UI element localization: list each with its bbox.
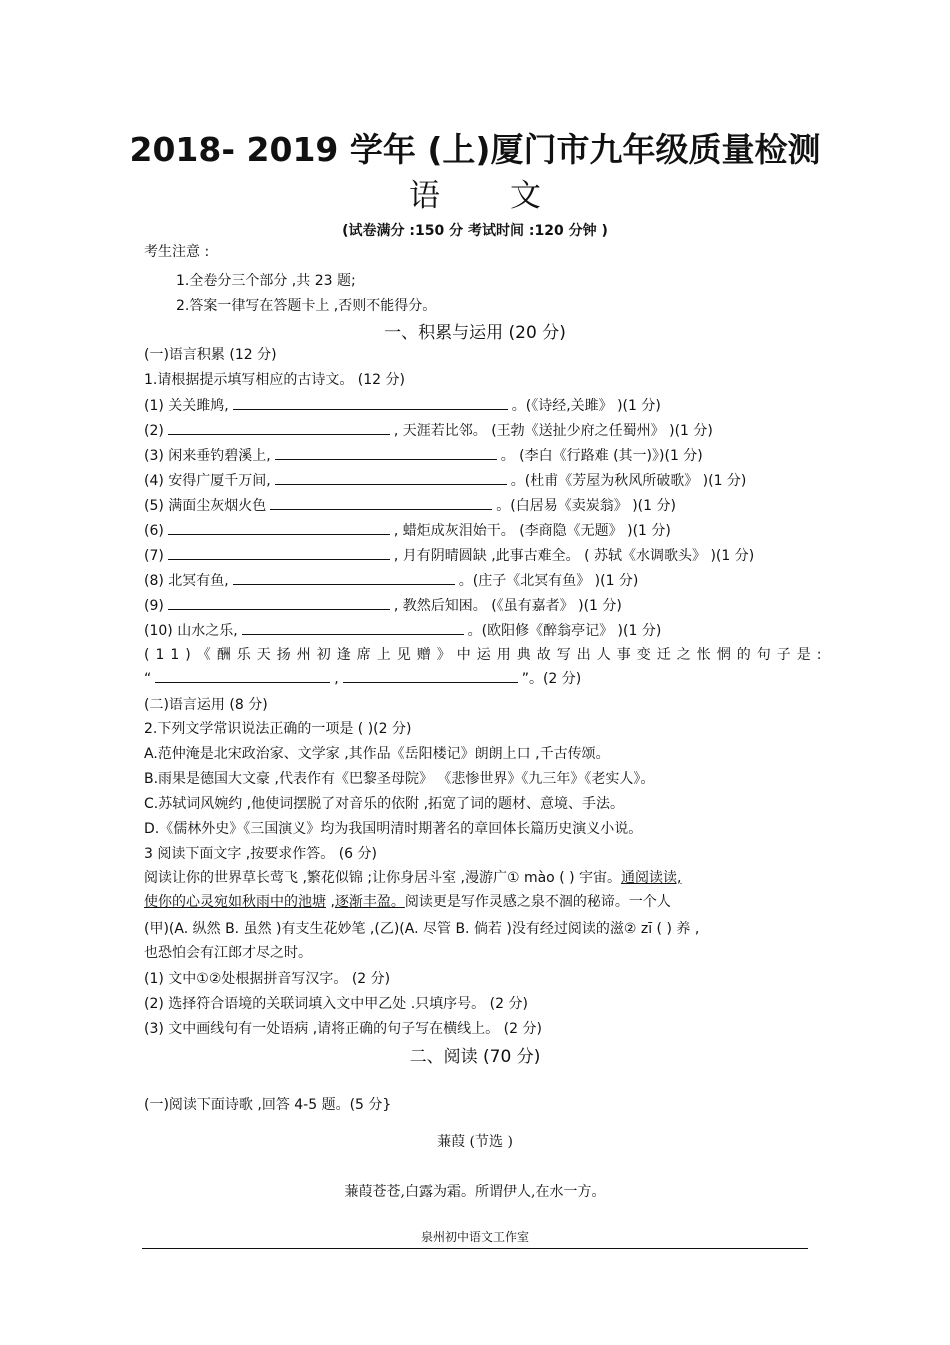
question-3: 3 阅读下面文字 ,按要求作答。 (6 分)	[144, 846, 377, 862]
fill-item-4: (4) 安得广厦千万间, 。(杜甫《芳屋为秋风所破歌》 )(1 分)	[144, 470, 746, 491]
section-1-title: 一、积累与运用 (20 分)	[384, 323, 566, 343]
passage-line-2: 使你的心灵宛如秋雨中的池塘 ,逐渐丰盈。阅读更是写作灵感之泉不涸的秘谛。一个人	[144, 894, 671, 910]
sub-question-3: (3) 文中画线句有一处语病 ,请将正确的句子写在横线上。 (2 分)	[144, 1021, 542, 1037]
passage-line-4: 也恐怕会有江郎才尽之时。	[144, 945, 312, 961]
answer-blank	[168, 545, 390, 560]
notice-heading: 考生注意 :	[144, 244, 210, 260]
fill-item-3: (3) 闲来垂钓碧溪上, 。 (李白《行路难 (其一)》)(1 分)	[144, 445, 703, 466]
answer-blank	[233, 570, 455, 585]
answer-blank	[168, 420, 390, 435]
fill-item-11: (11)《酬乐天扬州初逢席上见赠》中运用典故写出人事变迁之怅惘的句子是:	[144, 647, 828, 663]
option-d: D.《儒林外史》《三国演义》均为我国明清时期著名的章回体长篇历史演义小说。	[144, 821, 643, 837]
poem-line-1: 蒹葭苍苍,白露为霜。所谓伊人,在水一方。	[344, 1184, 606, 1200]
answer-blank	[242, 620, 464, 635]
exam-title: 2018- 2019 学年 (上)厦门市九年级质量检测	[129, 130, 821, 169]
option-b: B.雨果是德国大文豪 ,代表作有《巴黎圣母院》 《悲惨世界》《九三年》《老实人》。	[144, 771, 655, 787]
notice-item-1: 1.全卷分三个部分 ,共 23 题;	[176, 273, 356, 289]
option-a: A.范仲淹是北宋政治家、文学家 ,其作品《岳阳楼记》朗朗上口 ,千古传颂。	[144, 746, 610, 762]
fill-item-1: (1) 关关雎鸠, 。(《诗经,关雎》 )(1 分)	[144, 395, 661, 416]
footer-rule	[142, 1248, 808, 1249]
fill-item-6: (6) , 蜡炬成灰泪始干。 (李商隐《无题》 )(1 分)	[144, 520, 671, 541]
answer-blank	[168, 520, 390, 535]
sub-question-1: (1) 文中①②处根据拼音写汉字。 (2 分)	[144, 971, 391, 987]
poem-title: 蒹葭 (节选 )	[437, 1134, 513, 1150]
passage-line-1: 阅读让你的世界草长莺飞 ,繁花似锦 ;让你身居斗室 ,漫游广① mào ( ) 宇宙。通阅读读,	[144, 870, 682, 886]
fill-item-11-answer: “ , ”。(2 分)	[144, 668, 581, 689]
sub-question-2: (2) 选择符合语境的关联词填入文中甲乙处 .只填序号。 (2 分)	[144, 996, 528, 1012]
subject-char-1: 语	[409, 178, 440, 214]
part-2-heading: (二)语言运用 (8 分)	[144, 697, 268, 713]
answer-blank	[270, 495, 492, 510]
question-1: 1.请根据提示填写相应的古诗文。 (12 分)	[144, 372, 405, 388]
subject-char-2: 文	[510, 178, 541, 214]
fill-item-10: (10) 山水之乐, 。(欧阳修《醉翁亭记》 )(1 分)	[144, 620, 661, 641]
answer-blank	[233, 395, 508, 410]
fill-item-8: (8) 北冥有鱼, 。(庄子《北冥有鱼》 )(1 分)	[144, 570, 638, 591]
answer-blank	[155, 668, 330, 683]
section-2-title: 二、阅读 (70 分)	[409, 1047, 541, 1067]
footer-text: 泉州初中语文工作室	[420, 1230, 529, 1244]
subject-heading	[0, 170, 950, 215]
answer-blank	[168, 595, 390, 610]
underlined-sentence: 通阅读读,	[621, 870, 682, 886]
reading-part-1: (一)阅读下面诗歌 ,回答 4-5 题。(5 分}	[144, 1097, 392, 1113]
fill-item-7: (7) , 月有阴晴圆缺 ,此事古难全。 ( 苏轼《水调歌头》 )(1 分)	[144, 545, 754, 566]
notice-item-2: 2.答案一律写在答题卡上 ,否则不能得分。	[176, 298, 437, 314]
exam-info: (试卷满分 :150 分 考试时间 :120 分钟 )	[342, 223, 608, 239]
answer-blank	[343, 668, 518, 683]
part-1-heading: (一)语言积累 (12 分)	[144, 347, 277, 363]
option-c: C.苏轼词风婉约 ,他使词摆脱了对音乐的依附 ,拓宽了词的题材、意境、手法。	[144, 796, 625, 812]
underlined-sentence: 使你的心灵宛如秋雨中的池塘	[144, 894, 326, 910]
passage-line-3: (甲)(A. 纵然 B. 虽然 )有支生花妙笔 ,(乙)(A. 尽管 B. 倘若 )没有经过阅读的滋② zī ( ) 养 ,	[144, 921, 700, 937]
fill-item-9: (9) , 教然后知困。 (《虽有嘉者》 )(1 分)	[144, 595, 622, 616]
answer-blank	[275, 445, 497, 460]
fill-item-2: (2) , 天涯若比邻。 (王勃《送扯少府之任蜀州》 )(1 分)	[144, 420, 713, 441]
answer-blank	[275, 470, 507, 485]
question-2: 2.下列文学常识说法正确的一项是 ( )(2 分)	[144, 721, 412, 737]
fill-item-5: (5) 满面尘灰烟火色 。(白居易《卖炭翁》 )(1 分)	[144, 495, 676, 516]
